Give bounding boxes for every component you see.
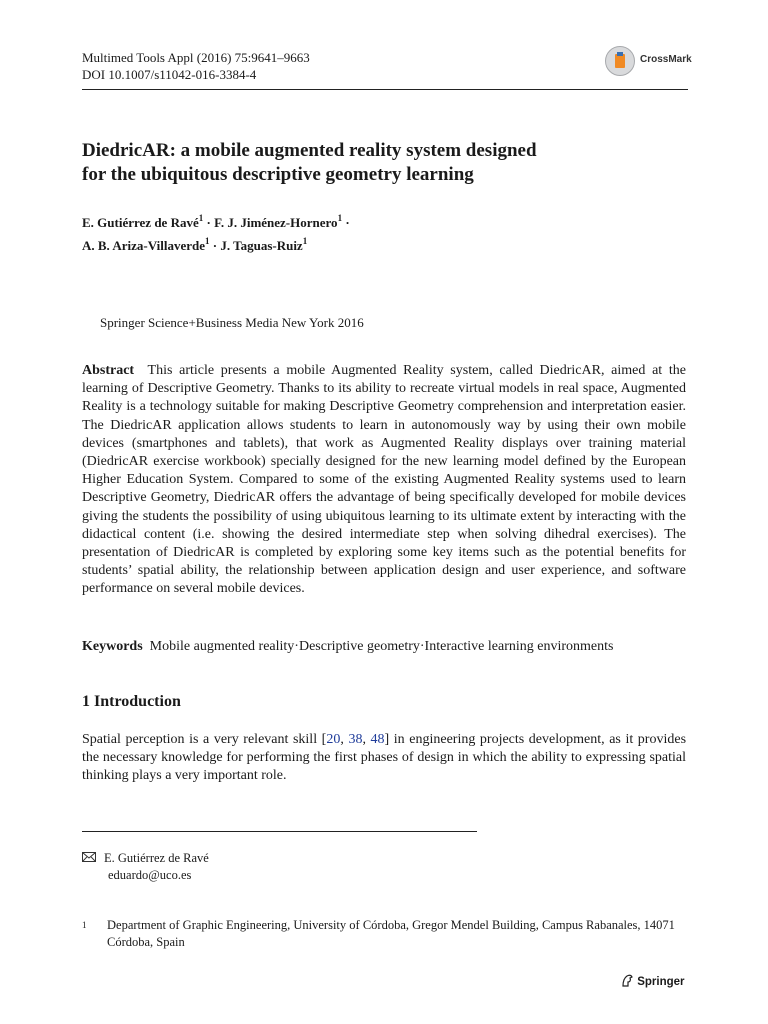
author-affiliation-mark: 1 — [302, 236, 308, 246]
author-affiliation-mark: 1 — [205, 236, 210, 246]
intro-text: ] in engineering projects development, as it provides the necessary knowledge for performing the first phases of design in which the ability to expressing spatial thinking plays a very important role. — [82, 732, 687, 784]
keywords-label: Keywords — [82, 639, 143, 654]
author-name[interactable]: F. J. Jiménez-Hornero — [214, 215, 338, 230]
citation-link[interactable]: 38 — [348, 732, 363, 747]
corresponding-author-name: E. Gutiérrez de Ravé — [104, 851, 209, 865]
springer-logo-text: Springer — [637, 976, 685, 988]
author-name[interactable]: E. Gutiérrez de Ravé — [82, 215, 199, 230]
affiliation-number: 1 — [82, 920, 87, 930]
keyword-item: Interactive learning environments — [424, 639, 614, 654]
paper-title — [82, 139, 702, 187]
footnote-rule — [82, 831, 477, 832]
keyword-item: Descriptive geometry — [298, 639, 420, 654]
header-rule — [82, 89, 688, 90]
corresponding-author-email[interactable]: eduardo@uco.es — [108, 868, 192, 882]
crossmark-badge[interactable] — [605, 46, 705, 78]
affiliation-footnote — [82, 917, 686, 951]
doi[interactable]: DOI 10.1007/s11042-016-3384-4 — [82, 67, 257, 82]
introduction-paragraph: Spatial perception is a very relevant skill [20, 38, 48] in engineering projects development, as it provides the necessary knowledge for performing the first phases of design in which the ability to expressing spatial thinking plays a very important role. — [82, 732, 687, 784]
affiliation-text: Department of Graphic Engineering, University of Córdoba, Gregor Mendel Building, Campus Rabanales, 14071 Córdoba, Spain — [107, 918, 675, 949]
journal-header — [82, 49, 310, 83]
author-affiliation-mark: 1 — [337, 213, 343, 223]
author-separator: · — [203, 215, 215, 230]
title-line-2: for the ubiquitous descriptive geometry learning — [82, 164, 474, 185]
copyright-notice: Springer Science+Business Media New York 2016 — [100, 315, 364, 330]
author-line-2 — [82, 232, 702, 255]
crossmark-icon — [605, 46, 635, 76]
abstract-text: This article presents a mobile Augmented Reality system, called DiedricAR, aimed at the learning of Descriptive Geometry. Thanks to its ability to recreate virtual models in real space, Augmented Reality is a technology suitable for making Descriptive Geometry comprehension and interpretation easier. The DiedricAR application allows students to learn in autonomously way by using their own mobile devices (smartphones and tablets), that work as Augmented Reality displays over training material (DiedricAR exercise workbook) specially designed for the new learning model defined by the European Higher Education System. Compared to some of the existing Augmented Reality systems used to learn Descriptive Geometry, DiedricAR offers the advantage of being specifically developed for mobile devices giving the students the possibility of using ubiquitous learning to its ultimate extent by interacting with the didactical content (i.e. showing the desired intermediate step when solving dihedral exercises). The presentation of DiedricAR is completed by exploring some key items such as the potential benefits for students’ spatial ability, the relationship between application design and user experience, and software performance on several mobile devices. — [82, 363, 687, 597]
section-heading: 1 Introduction — [82, 693, 181, 710]
keyword-item: Mobile augmented reality — [149, 639, 295, 654]
abstract-label: Abstract — [82, 363, 135, 378]
crossmark-label: CrossMark — [640, 54, 692, 65]
abstract — [82, 362, 686, 599]
intro-text: Spatial perception is a very relevant skill [ — [82, 732, 327, 747]
author-list — [82, 209, 702, 255]
springer-horse-icon — [620, 973, 634, 987]
springer-logo — [620, 973, 685, 988]
author-separator: · — [342, 215, 350, 230]
author-line-1 — [82, 209, 702, 232]
envelope-icon — [82, 850, 104, 867]
title-line-1: DiedricAR: a mobile augmented reality system designed — [82, 140, 537, 161]
author-affiliation-mark: 1 — [198, 213, 204, 223]
citation-link[interactable]: 48 — [370, 732, 385, 747]
correspondence-block — [82, 850, 209, 884]
author-separator: · — [209, 238, 221, 253]
journal-citation: Multimed Tools Appl (2016) 75:9641–9663 — [82, 50, 310, 65]
keywords: Keywords Mobile augmented reality·Descriptive geometry·Interactive learning environments — [82, 639, 614, 654]
author-name[interactable]: J. Taguas-Ruiz — [220, 238, 303, 253]
author-name[interactable]: A. B. Ariza-Villaverde — [82, 238, 205, 253]
citation-link[interactable]: 20 — [326, 732, 341, 747]
